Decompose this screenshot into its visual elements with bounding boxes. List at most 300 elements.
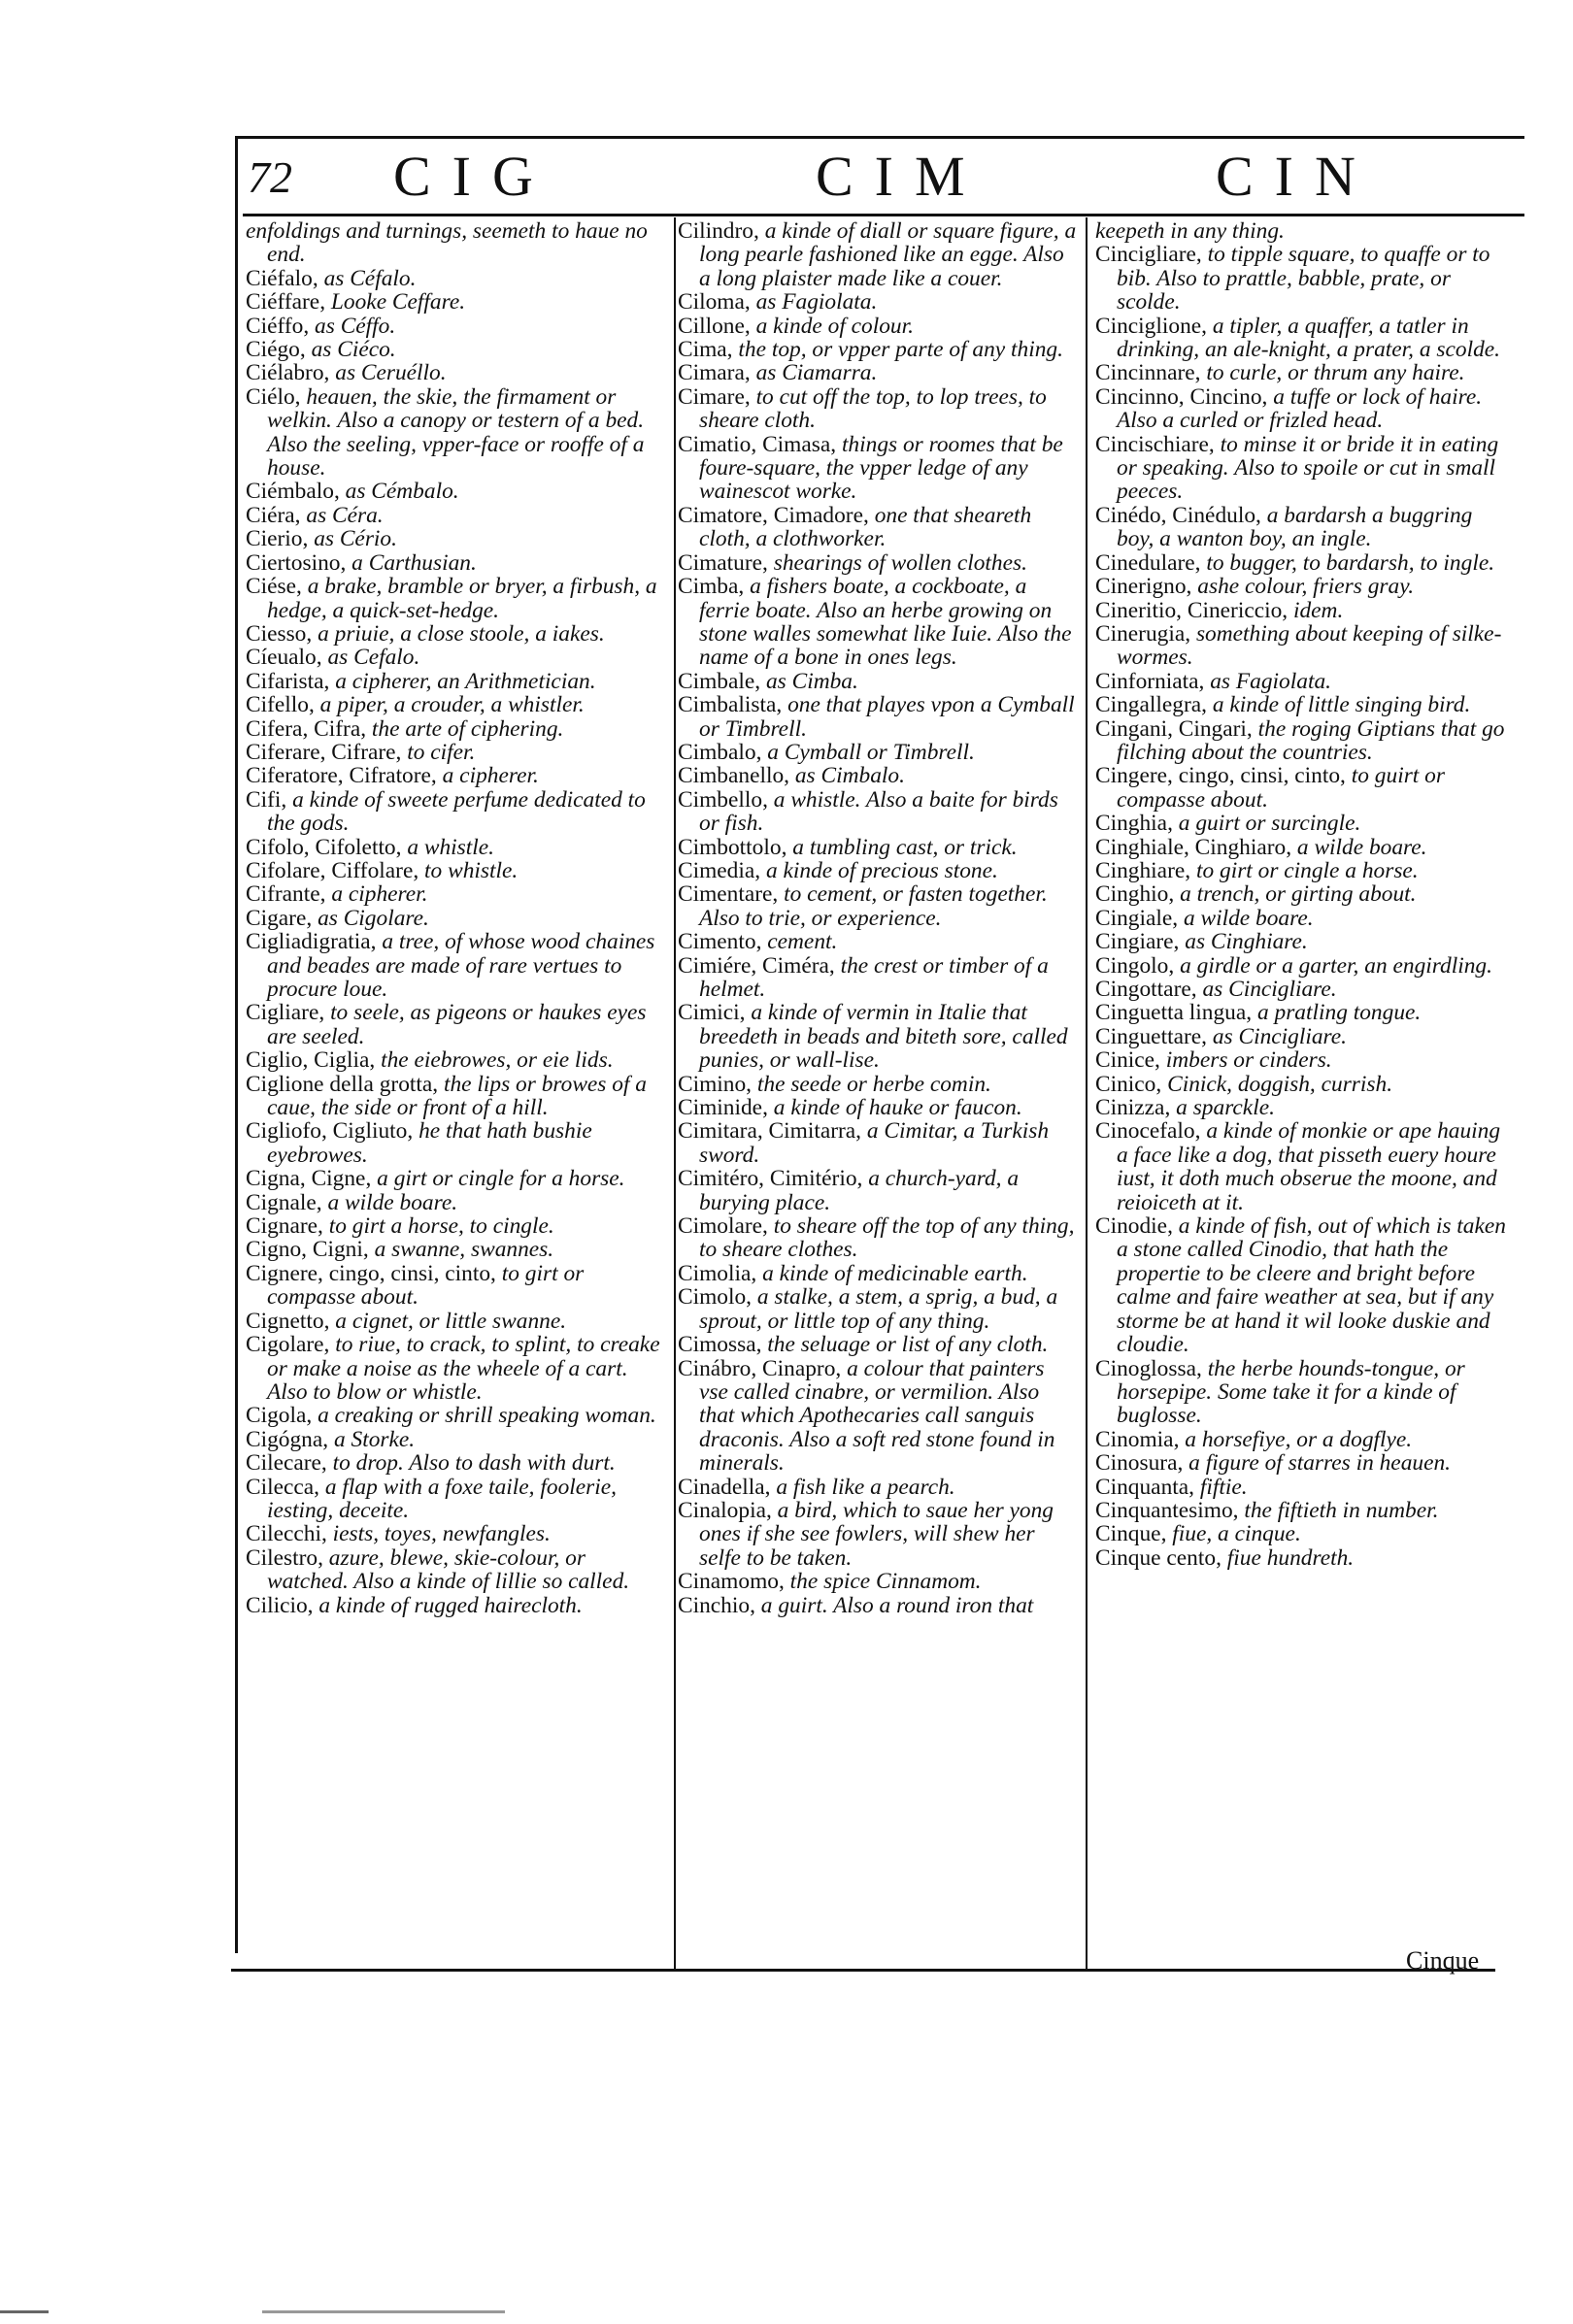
headword: Ciélo,: [246, 383, 301, 410]
page-number: 72: [248, 152, 292, 202]
definition: as Céffo.: [315, 313, 396, 339]
definition: a guirt or surcingle.: [1178, 811, 1361, 837]
dictionary-entry: [1095, 907, 1513, 930]
scan-edge-marks-2: [262, 2310, 505, 2313]
headword: Ciéffare,: [246, 289, 326, 315]
definition: fiue, a cinque.: [1172, 1521, 1301, 1547]
definition: a church-yard, a burying place.: [699, 1166, 1020, 1215]
headword: Cinque cento,: [1095, 1544, 1222, 1571]
definition: something about keeping of silke-wormes.: [1117, 620, 1502, 671]
dictionary-entry: [1095, 361, 1513, 384]
headword: Cimature,: [678, 549, 768, 576]
definition: to girt or compasse about.: [267, 1260, 585, 1311]
headword: Cignere, cingo, cinsi, cinto,: [246, 1260, 496, 1286]
headword: Cimentare,: [678, 881, 779, 908]
headword: Cingiale,: [1095, 905, 1179, 931]
dictionary-entry: [1095, 1073, 1513, 1096]
dictionary-entry: [246, 1048, 661, 1072]
definition: a flap with a foxe taile, foolerie, iesting, deceite.: [267, 1474, 617, 1523]
dictionary-entry: [246, 907, 661, 930]
headword: Cinedulare,: [1095, 549, 1201, 576]
headword: Cigliadigratia,: [246, 929, 377, 955]
dictionary-entry: [678, 219, 1078, 290]
definition: the fiftieth in number.: [1244, 1497, 1439, 1523]
headword: Cincinno, Cincino,: [1095, 383, 1268, 410]
headword: Cinice,: [1095, 1047, 1160, 1074]
dictionary-entry: [1095, 978, 1513, 1001]
definition: a stalke, a stem, a sprig, a bud, a sprout, or little top of any thing.: [699, 1284, 1058, 1334]
dictionary-entry: [246, 1310, 661, 1333]
column-header-3: CIN: [1216, 145, 1377, 208]
dictionary-entry: [246, 1428, 661, 1451]
headword: Cinguettare,: [1095, 1023, 1207, 1049]
dictionary-column-1: [246, 219, 661, 1617]
dictionary-entry: [678, 1476, 1078, 1499]
top-rule: [235, 136, 1524, 139]
headword: Cifera, Cifra,: [246, 715, 367, 742]
dictionary-entry: [678, 741, 1078, 764]
dictionary-entry: [678, 788, 1078, 836]
definition: the crest or timber of a helmet.: [699, 952, 1049, 1002]
headword: Cimba,: [678, 574, 745, 600]
headword: Cimitéro, Cimitério,: [678, 1166, 863, 1192]
dictionary-entry: [246, 315, 661, 338]
headword: Cimare,: [678, 383, 751, 410]
dictionary-entry: [678, 1119, 1078, 1167]
definition: a fishers boate, a cockboate, a ferrie boate. Also an herbe growing on stone walles somewhat like Iuie. Also the name of a bone in ones legs.: [699, 574, 1072, 671]
headword: Cignare,: [246, 1213, 323, 1240]
dictionary-entry: [678, 1333, 1078, 1356]
dictionary-entry: [678, 836, 1078, 859]
definition: as Ceruéllo.: [335, 360, 447, 386]
definition: to guirt or compasse about.: [1117, 763, 1445, 813]
headword: Ciéfalo,: [246, 265, 318, 291]
dictionary-entry: [246, 1214, 661, 1238]
definition: as Cincigliare.: [1212, 1023, 1348, 1049]
dictionary-entry: [246, 859, 661, 882]
headword: Cincigliare,: [1095, 242, 1202, 268]
definition: enfoldings and turnings, seemeth to haue no end.: [246, 218, 648, 268]
definition: a tipler, a quaffer, a tatler in drinking, an ale-knight, a prater, a scolde.: [1117, 313, 1500, 363]
definition: a kinde of colour.: [755, 313, 914, 339]
headword: Cingiare,: [1095, 929, 1180, 955]
dictionary-entry: [246, 267, 661, 290]
definition: the herbe hounds-tongue, or horsepipe. Some take it for a kinde of buglosse.: [1117, 1355, 1465, 1429]
dictionary-entry: [678, 764, 1078, 787]
headword: Cimbale,: [678, 668, 761, 694]
dictionary-entry: [246, 764, 661, 787]
headword: Cifello,: [246, 692, 315, 718]
definition: as Cémbalo.: [345, 479, 459, 505]
dictionary-entry: [678, 504, 1078, 551]
dictionary-entry: [678, 1073, 1078, 1096]
headword: Cineritio, Cinericcio,: [1095, 597, 1289, 623]
dictionary-entry: [1095, 836, 1513, 859]
left-margin-rule: [235, 138, 238, 1953]
definition: the seluage or list of any cloth.: [767, 1332, 1049, 1358]
headword: Cilicio,: [246, 1592, 314, 1618]
definition: a wilde boare.: [1296, 834, 1427, 860]
definition: idem.: [1292, 597, 1344, 623]
definition: Cinick, doggish, currish.: [1167, 1071, 1393, 1097]
definition: to girt a horse, to cingle.: [328, 1213, 554, 1240]
definition: a cipherer, an Arithmetician.: [335, 668, 596, 694]
definition: a Cymball or Timbrell.: [767, 739, 975, 765]
headword: Cierio,: [246, 526, 309, 552]
definition: a bird, which to saue her yong ones if she see fowlers, will shew her selfe to be taken.: [699, 1497, 1054, 1571]
headword: Cifrante,: [246, 881, 326, 908]
definition: a cignet, or little swanne.: [335, 1308, 567, 1334]
dictionary-entry: [246, 1476, 661, 1523]
headword: Cillone,: [678, 313, 751, 339]
definition: a figure of starres in heauen.: [1188, 1450, 1452, 1477]
definition: he that hath bushie eyebrowes.: [267, 1118, 592, 1168]
definition: a girt or cingle for a horse.: [377, 1166, 625, 1192]
dictionary-entry: [246, 385, 661, 481]
definition: the roging Giptians that go filching about the countries.: [1117, 715, 1505, 765]
definition: a brake, bramble or bryer, a firbush, a hedge, a quick-set-hedge.: [267, 574, 657, 623]
headword: Cinoglossa,: [1095, 1355, 1202, 1381]
dictionary-entry: [678, 1594, 1078, 1617]
definition: a kinde of precious stone.: [765, 857, 998, 883]
dictionary-entry: [246, 504, 661, 527]
definition: to girt or cingle a horse.: [1195, 857, 1419, 883]
dictionary-entry: [246, 1119, 661, 1167]
definition: Looke Ceffare.: [330, 289, 466, 315]
headword: Cimedia,: [678, 857, 761, 883]
definition: to sheare off the top of any thing, to sheare clothes.: [699, 1213, 1075, 1263]
headword: Cifi,: [246, 786, 287, 813]
dictionary-entry: [246, 551, 661, 575]
dictionary-entry: [1095, 1001, 1513, 1024]
definition: shearings of wollen clothes.: [773, 549, 1027, 576]
definition: as Cimbalo.: [794, 763, 905, 789]
definition: imbers or cinders.: [1165, 1047, 1332, 1074]
dictionary-entry: [246, 622, 661, 646]
dictionary-entry: [246, 1191, 661, 1214]
dictionary-entry: [1095, 385, 1513, 433]
headword: Cinghia,: [1095, 811, 1173, 837]
definition: a colour that painters vse called cinabre, or vermilion. Also that which Apothecaries call sanguis draconis. Also a soft red stone found in minerals.: [699, 1355, 1055, 1477]
definition: a whistle. Also a baite for birds or fish.: [699, 786, 1058, 837]
headword: Cima,: [678, 337, 733, 363]
dictionary-entry: [1095, 243, 1513, 314]
dictionary-entry: [1095, 315, 1513, 362]
headword: Cingolo,: [1095, 952, 1175, 979]
headword: Cinquantesimo,: [1095, 1497, 1239, 1523]
headword: Cincischiare,: [1095, 431, 1215, 457]
dictionary-entry: [678, 575, 1078, 670]
definition: as Cério.: [314, 526, 397, 552]
dictionary-entry: [246, 717, 661, 741]
headword: Cifolo, Cifoletto,: [246, 834, 402, 860]
dictionary-entry: [246, 338, 661, 361]
column-divider-2: [1086, 217, 1088, 1971]
headword: Cimolo,: [678, 1284, 753, 1311]
dictionary-entry: [678, 361, 1078, 384]
definition: keepeth in any thing.: [1095, 218, 1285, 244]
headword: Cigno, Cigni,: [246, 1237, 369, 1263]
dictionary-entry: [1095, 954, 1513, 978]
headword: Cinciglione,: [1095, 313, 1207, 339]
definition: a kinde of monkie or ape hauing a face like a dog, that pisseth euery houre iust, it doth much obserue the moone, and reioiceth at it.: [1117, 1118, 1501, 1215]
headword: Cifolare, Ciffolare,: [246, 857, 419, 883]
dictionary-entry: [678, 882, 1078, 930]
definition: a Carthusian.: [351, 549, 477, 576]
dictionary-entry: [1095, 693, 1513, 716]
headword: Cilecare,: [246, 1450, 327, 1477]
dictionary-entry: [678, 670, 1078, 693]
definition: as Cigolare.: [318, 905, 429, 931]
headword: Cinalopia,: [678, 1497, 772, 1523]
headword: Cingottare,: [1095, 977, 1197, 1002]
headword: Cinocefalo,: [1095, 1118, 1201, 1145]
headword: Cignale,: [246, 1189, 322, 1215]
definition: a girdle or a garter, an engirdling.: [1180, 952, 1492, 979]
dictionary-entry: [1095, 859, 1513, 882]
headword: Cinerugia,: [1095, 620, 1191, 647]
dictionary-entry: [246, 788, 661, 836]
definition: a trench, or girting about.: [1180, 881, 1417, 908]
definition: a horsefiye, or a dogflye.: [1185, 1426, 1413, 1452]
dictionary-entry: [678, 954, 1078, 1002]
headword: Ciéffo,: [246, 313, 310, 339]
dictionary-entry: [678, 1570, 1078, 1593]
definition: cement.: [767, 929, 838, 955]
headword: Cigola,: [246, 1403, 313, 1429]
dictionary-entry: [1095, 764, 1513, 812]
dictionary-entry: [678, 1285, 1078, 1333]
dictionary-entry: [678, 385, 1078, 433]
definition: as Cefalo.: [327, 645, 420, 671]
headword: Cinghiale, Cinghiaro,: [1095, 834, 1292, 860]
dictionary-entry: [1095, 812, 1513, 835]
definition: one that playes vpon a Cymball or Timbrell.: [699, 692, 1075, 742]
dictionary-entry: [678, 930, 1078, 953]
headword: Ciminide,: [678, 1095, 768, 1121]
dictionary-entry: [1095, 1096, 1513, 1119]
dictionary-entry: [246, 219, 661, 267]
dictionary-entry: [246, 1001, 661, 1048]
dictionary-entry: [246, 527, 661, 550]
dictionary-entry: [1095, 622, 1513, 670]
catchword: Cinque: [1406, 1946, 1480, 1975]
headword: Cimitara, Cimitarra,: [678, 1118, 862, 1145]
definition: heauen, the skie, the firmament or welkin. Also a canopy or testern of a bed. Also the seeling, vpper-face or rooffe of a house.: [267, 383, 645, 481]
definition: the arte of ciphering.: [371, 715, 564, 742]
headword: Cinghio,: [1095, 881, 1175, 908]
dictionary-entry: [678, 290, 1078, 314]
definition: ashe colour, friers gray.: [1197, 574, 1415, 600]
definition: to cut off the top, to lop trees, to sheare cloth.: [699, 383, 1047, 434]
headword: Cinamomo,: [678, 1569, 785, 1595]
headword: Cingani, Cingari,: [1095, 715, 1253, 742]
dictionary-entry: [246, 480, 661, 503]
dictionary-entry: [246, 670, 661, 693]
dictionary-entry: [246, 1262, 661, 1310]
dictionary-entry: [678, 1001, 1078, 1072]
definition: a swanne, swannes.: [374, 1237, 554, 1263]
dictionary-entry: [1095, 717, 1513, 765]
definition: a Storke.: [333, 1426, 416, 1452]
dictionary-entry: [246, 1546, 661, 1594]
dictionary-entry: [678, 693, 1078, 741]
headword: Ciéra,: [246, 502, 301, 528]
dictionary-entry: [1095, 1499, 1513, 1522]
dictionary-entry: [246, 1238, 661, 1261]
headword: Cinerigno,: [1095, 574, 1192, 600]
dictionary-entry: [1095, 1214, 1513, 1356]
headword: Cilindro,: [678, 218, 759, 244]
headword: Ciferatore, Cifratore,: [246, 763, 437, 789]
headword: Cíeualo,: [246, 645, 322, 671]
headword: Ciése,: [246, 574, 302, 600]
dictionary-entry: [678, 551, 1078, 575]
dictionary-entry: [1095, 551, 1513, 575]
definition: the eiebrowes, or eie lids.: [381, 1047, 614, 1074]
headword: Cimbello,: [678, 786, 768, 813]
definition: things or roomes that be foure-square, the vpper ledge of any wainescot worke.: [699, 431, 1063, 505]
definition: fiftie.: [1199, 1474, 1248, 1500]
definition: a wilde boare.: [327, 1189, 458, 1215]
definition: a whistle.: [407, 834, 495, 860]
definition: as Ciamarra.: [755, 360, 878, 386]
dictionary-entry: [1095, 882, 1513, 906]
headword: Cimento,: [678, 929, 762, 955]
definition: a Cimitar, a Turkish sword.: [699, 1118, 1050, 1168]
dictionary-column-2: [678, 219, 1078, 1617]
definition: a sparckle.: [1176, 1095, 1275, 1121]
headword: Cinizza,: [1095, 1095, 1171, 1121]
headword: Ciémbalo,: [246, 479, 340, 505]
definition: a cipherer.: [331, 881, 428, 908]
definition: a kinde of rugged hairecloth.: [318, 1592, 583, 1618]
headword: Cinguetta lingua,: [1095, 1000, 1253, 1026]
headword: Cimino,: [678, 1071, 753, 1097]
headword: Cimici,: [678, 1000, 746, 1026]
dictionary-entry: [678, 338, 1078, 361]
definition: the top, or vpper parte of any thing.: [738, 337, 1063, 363]
headword: Ciglione della grotta,: [246, 1071, 439, 1097]
headword: Cifarista,: [246, 668, 330, 694]
headword: Cimbalista,: [678, 692, 783, 718]
headword: Cimbottolo,: [678, 834, 787, 860]
dictionary-entry: [1095, 1357, 1513, 1428]
dictionary-entry: [246, 361, 661, 384]
definition: a priuie, a close stoole, a iakes.: [318, 620, 605, 647]
headword: Cimbanello,: [678, 763, 789, 789]
headword: Cinghiare,: [1095, 857, 1191, 883]
headword: Cinomia,: [1095, 1426, 1180, 1452]
headword: Ciferare, Cifrare,: [246, 739, 402, 765]
dictionary-entry: [246, 836, 661, 859]
dictionary-entry: [246, 1404, 661, 1427]
definition: a kinde of diall or square figure, a long pearle fashioned like an egge. Also a long plaister made like a couer.: [699, 218, 1077, 291]
definition: a bardarsh a buggring boy, a wanton boy, an ingle.: [1117, 502, 1473, 552]
dictionary-entry: [1095, 670, 1513, 693]
dictionary-entry: [1095, 1451, 1513, 1475]
dictionary-entry: [1095, 930, 1513, 953]
headword: Ciesso,: [246, 620, 313, 647]
headword: Cimatore, Cimadore,: [678, 502, 869, 528]
bottom-rule: [231, 1969, 1495, 1972]
dictionary-entry: [678, 315, 1078, 338]
definition: a tumbling cast, or trick.: [792, 834, 1018, 860]
definition: a kinde of vermin in Italie that breedeth in beads and biteth sore, called punies, or wall-lise.: [699, 1000, 1068, 1074]
dictionary-entry: [678, 1096, 1078, 1119]
dictionary-entry: [1095, 219, 1513, 243]
headword: Cingere, cingo, cinsi, cinto,: [1095, 763, 1346, 789]
definition: to cement, or fasten together. Also to trie, or experience.: [699, 881, 1048, 931]
definition: the seede or herbe comin.: [756, 1071, 991, 1097]
definition: one that sheareth cloth, a clothworker.: [699, 502, 1032, 552]
dictionary-entry: [678, 1262, 1078, 1285]
headword: Ciloma,: [678, 289, 751, 315]
dictionary-column-3: [1095, 219, 1513, 1570]
dictionary-entry: [1095, 504, 1513, 551]
definition: a tree, of whose wood chaines and beades are made of rare vertues to procure loue.: [267, 929, 655, 1002]
headword: Cimara,: [678, 360, 751, 386]
headword: Cinodie,: [1095, 1213, 1173, 1240]
definition: the spice Cinnamom.: [789, 1569, 982, 1595]
definition: azure, blewe, skie-colour, or watched. Also a kinde of lillie so called.: [267, 1544, 630, 1595]
headword: Cinchio,: [678, 1592, 755, 1618]
definition: a kinde of hauke or faucon.: [773, 1095, 1022, 1121]
headword: Cimossa,: [678, 1332, 762, 1358]
headword: Cinforniata,: [1095, 668, 1205, 694]
definition: to bugger, to bardarsh, to ingle.: [1206, 549, 1495, 576]
definition: to whistle.: [424, 857, 519, 883]
headword: Cilecchi,: [246, 1521, 327, 1547]
headword: Ciélabro,: [246, 360, 330, 386]
definition: as Fagiolata.: [755, 289, 878, 315]
definition: a piper, a crouder, a whistler.: [319, 692, 585, 718]
definition: as Céfalo.: [323, 265, 417, 291]
dictionary-entry: [246, 575, 661, 622]
headword: Cinosura,: [1095, 1450, 1184, 1477]
headword: Ciglio, Ciglia,: [246, 1047, 376, 1074]
definition: a kinde of little singing bird.: [1212, 692, 1471, 718]
dictionary-entry: [678, 1499, 1078, 1570]
definition: to minse it or bride it in eating or speaking. Also to spoile or cut in small peeces.: [1117, 431, 1499, 505]
definition: to drop. Also to dash with durt.: [332, 1450, 616, 1477]
headword: Cigna, Cigne,: [246, 1166, 372, 1192]
definition: the lips or browes of a caue, the side or front of a hill.: [267, 1071, 647, 1121]
dictionary-entry: [1095, 1546, 1513, 1570]
headword: Cimolare,: [678, 1213, 768, 1240]
definition: a wilde boare.: [1183, 905, 1314, 931]
dictionary-entry: [1095, 1119, 1513, 1214]
headword: Cimatio, Cimasa,: [678, 431, 837, 457]
dictionary-entry: [678, 433, 1078, 504]
definition: a kinde of sweete perfume dedicated to the gods.: [267, 786, 646, 837]
dictionary-entry: [246, 1522, 661, 1545]
headword: Cinque,: [1095, 1521, 1167, 1547]
definition: as Céra.: [306, 502, 384, 528]
dictionary-entry: [678, 859, 1078, 882]
headword: Cigolare,: [246, 1332, 330, 1358]
dictionary-entry: [246, 1451, 661, 1475]
dictionary-entry: [1095, 1522, 1513, 1545]
dictionary-entry: [246, 930, 661, 1001]
headword: Cinábro, Cinapro,: [678, 1355, 842, 1381]
scan-edge-marks: [0, 2310, 49, 2313]
headword: Cinadella,: [678, 1474, 771, 1500]
dictionary-entry: [246, 882, 661, 906]
definition: a pratling tongue.: [1256, 1000, 1422, 1026]
headword: Cignetto,: [246, 1308, 330, 1334]
dictionary-entry: [246, 1167, 661, 1190]
